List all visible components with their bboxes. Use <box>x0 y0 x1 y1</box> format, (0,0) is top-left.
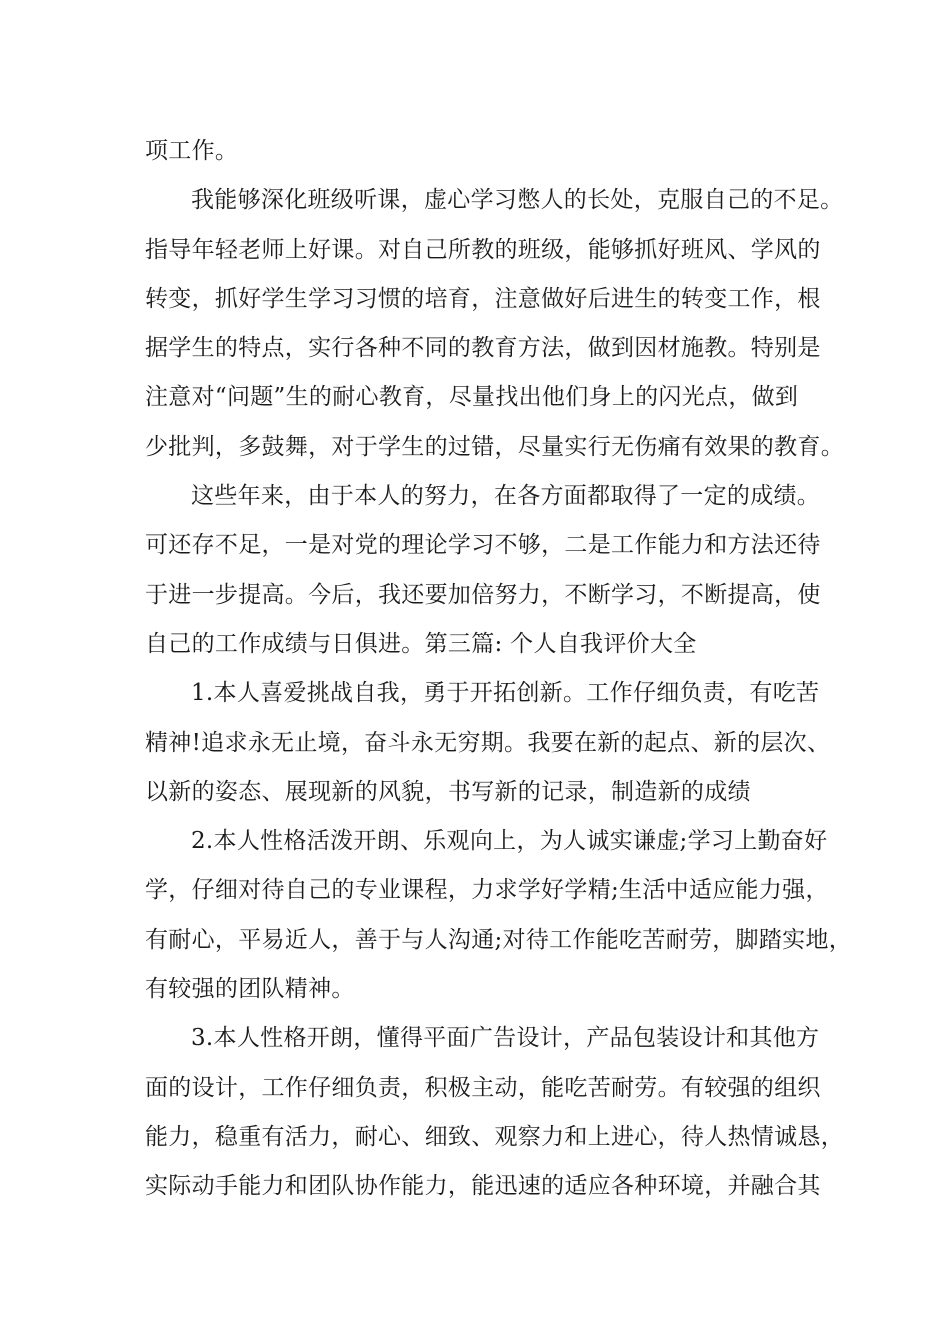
text-line: 1.本人喜爱挑战自我，勇于开拓创新。工作仔细负责，有吃苦 <box>191 680 820 707</box>
text-line: 能力，稳重有活力，耐心、细致、观察力和上进心，待人热情诚恳， <box>145 1123 844 1150</box>
text-line: 面的设计，工作仔细负责，积极主动，能吃苦耐劳。有较强的组织 <box>145 1074 821 1101</box>
text-line: 项工作。 <box>145 138 239 164</box>
text-line: 据学生的特点，实行各种不同的教育方法，做到因材施教。特别是 <box>145 335 821 362</box>
text-line: 少批判，多鼓舞，对于学生的过错，尽量实行无伤痛有效果的教育。 <box>145 433 844 460</box>
text-line: 转变，抓好学生学习习惯的培育，注意做好后进生的转变工作，根 <box>145 285 821 312</box>
text-line: 有较强的团队精神。 <box>145 976 355 1003</box>
text-line: 2.本人性格活泼开朗、乐观向上，为人诚实谦虚;学习上勤奋好 <box>191 828 828 855</box>
text-line: 3.本人性格开朗，懂得平面广告设计，产品包装设计和其他方 <box>191 1025 820 1052</box>
document-body <box>145 127 853 1212</box>
text-line: 自己的工作成绩与日俱进。第三篇: 个人自我评价大全 <box>145 630 697 657</box>
text-line: 以新的姿态、展现新的风貌，书写新的记录，制造新的成绩 <box>145 778 751 805</box>
text-line: 精神!追求永无止境，奋斗永无穷期。我要在新的起点、新的层次、 <box>145 729 831 756</box>
text-line: 指导年轻老师上好课。对自己所教的班级，能够抓好班风、学风的 <box>145 236 821 263</box>
text-line: 我能够深化班级听课，虚心学习憋人的长处，克服自己的不足。 <box>191 187 844 214</box>
text-line: 学，仔细对待自己的专业课程，力求学好学精;生活中适应能力强， <box>145 877 829 904</box>
text-line: 这些年来，由于本人的努力，在各方面都取得了一定的成绩。 <box>191 483 821 510</box>
text-line: 注意对“问题”生的耐心教育，尽量找出他们身上的闪光点，做到 <box>145 384 799 411</box>
text-line: 实际动手能力和团队协作能力，能迅速的适应各种环境，并融合其 <box>145 1173 821 1200</box>
text-line: 有耐心，平易近人，善于与人沟通;对待工作能吃苦耐劳，脚踏实地， <box>145 926 853 953</box>
text-line: 于进一步提高。今后，我还要加倍努力，不断学习，不断提高，使 <box>145 581 821 608</box>
text-line: 可还存不足，一是对党的理论学习不够，二是工作能力和方法还待 <box>145 532 821 559</box>
